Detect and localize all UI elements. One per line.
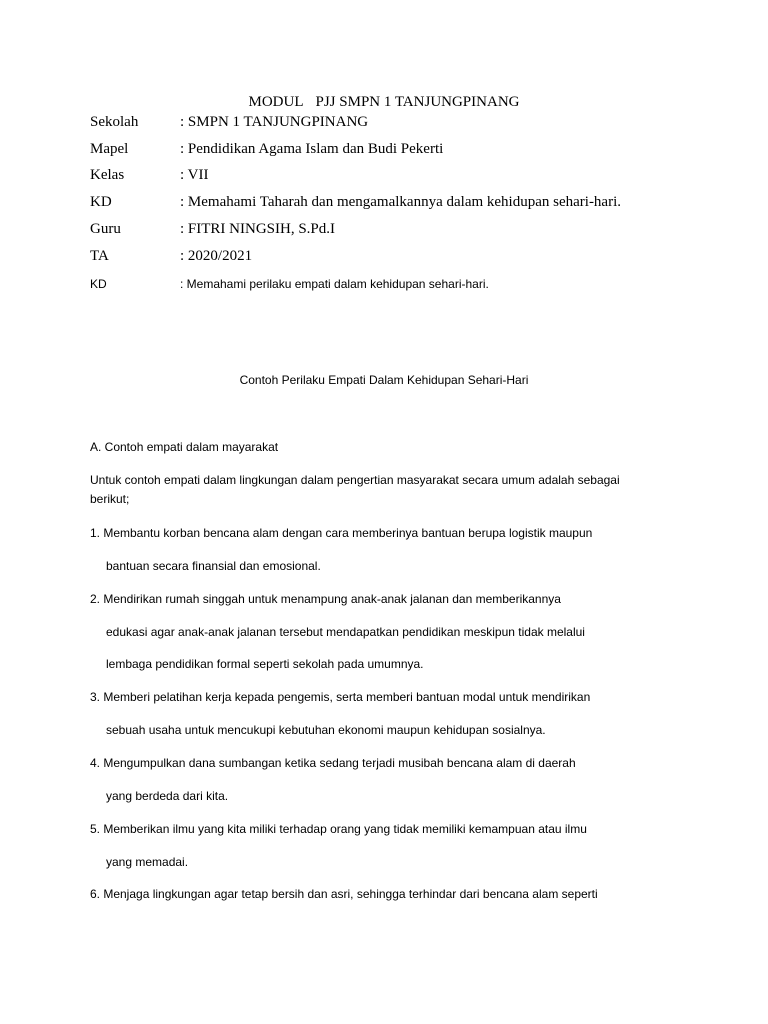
- list-item-line: edukasi agar anak-anak jalanan tersebut mendapatkan pendidikan meskipun tidak melalui: [106, 625, 585, 639]
- info-label: KD: [90, 194, 112, 210]
- info-value: : Pendidikan Agama Islam dan Budi Pekerti: [180, 141, 444, 157]
- list-item-line: 3. Memberi pelatihan kerja kepada pengemis, serta memberi bantuan modal untuk mendirikan: [90, 690, 591, 704]
- info-label: Kelas: [90, 167, 125, 183]
- info-value: : FITRI NINGSIH, S.Pd.I: [180, 221, 336, 237]
- info-value: : VII: [180, 167, 209, 183]
- list-item-line: yang berdeda dari kita.: [106, 789, 229, 803]
- list-item-line: sebuah usaha untuk mencukupi kebutuhan ekonomi maupun kehidupan sosialnya.: [106, 723, 546, 737]
- info-label: Sekolah: [90, 114, 139, 130]
- info-value: : 2020/2021: [180, 248, 253, 264]
- info-label: Guru: [90, 221, 121, 237]
- list-item-line: 1. Membantu korban bencana alam dengan cara memberinya bantuan berupa logistik maupun: [90, 526, 593, 540]
- info-label: TA: [90, 248, 109, 264]
- list-item-line: 4. Mengumpulkan dana sumbangan ketika sedang terjadi musibah bencana alam di daerah: [90, 756, 576, 770]
- section-title: Contoh Perilaku Empati Dalam Kehidupan Sehari-Hari: [239, 373, 529, 387]
- info-value: : SMPN 1 TANJUNGPINANG: [180, 114, 369, 130]
- module-title: [0, 94, 768, 111]
- list-item-line: 2. Mendirikan rumah singgah untuk menampung anak-anak jalanan dan memberikannya: [90, 592, 561, 606]
- intro-line: berikut;: [90, 492, 130, 506]
- intro-line: Untuk contoh empati dalam lingkungan dalam pengertian masyarakat secara umum adalah sebagai: [90, 473, 620, 487]
- list-item-line: 5. Memberikan ilmu yang kita miliki terhadap orang yang tidak memiliki kemampuan atau ilmu: [90, 822, 587, 836]
- subheading: A. Contoh empati dalam mayarakat: [90, 440, 279, 454]
- info-value: : Memahami perilaku empati dalam kehidupan sehari-hari.: [180, 277, 489, 291]
- module-title-part2: PJJ SMPN 1 TANJUNGPINANG: [315, 94, 520, 110]
- info-value: : Memahami Taharah dan mengamalkannya dalam kehidupan sehari-hari.: [180, 194, 622, 210]
- info-label: Mapel: [90, 141, 129, 157]
- list-item-line: bantuan secara finansial dan emosional.: [106, 559, 321, 573]
- list-item-line: yang memadai.: [106, 855, 189, 869]
- module-title-part1: MODUL: [248, 94, 304, 110]
- info-label: KD: [90, 277, 107, 291]
- list-item-line: lembaga pendidikan formal seperti sekolah pada umumnya.: [106, 657, 424, 671]
- list-item-line: 6. Menjaga lingkungan agar tetap bersih dan asri, sehingga terhindar dari bencana alam seperti: [90, 887, 598, 901]
